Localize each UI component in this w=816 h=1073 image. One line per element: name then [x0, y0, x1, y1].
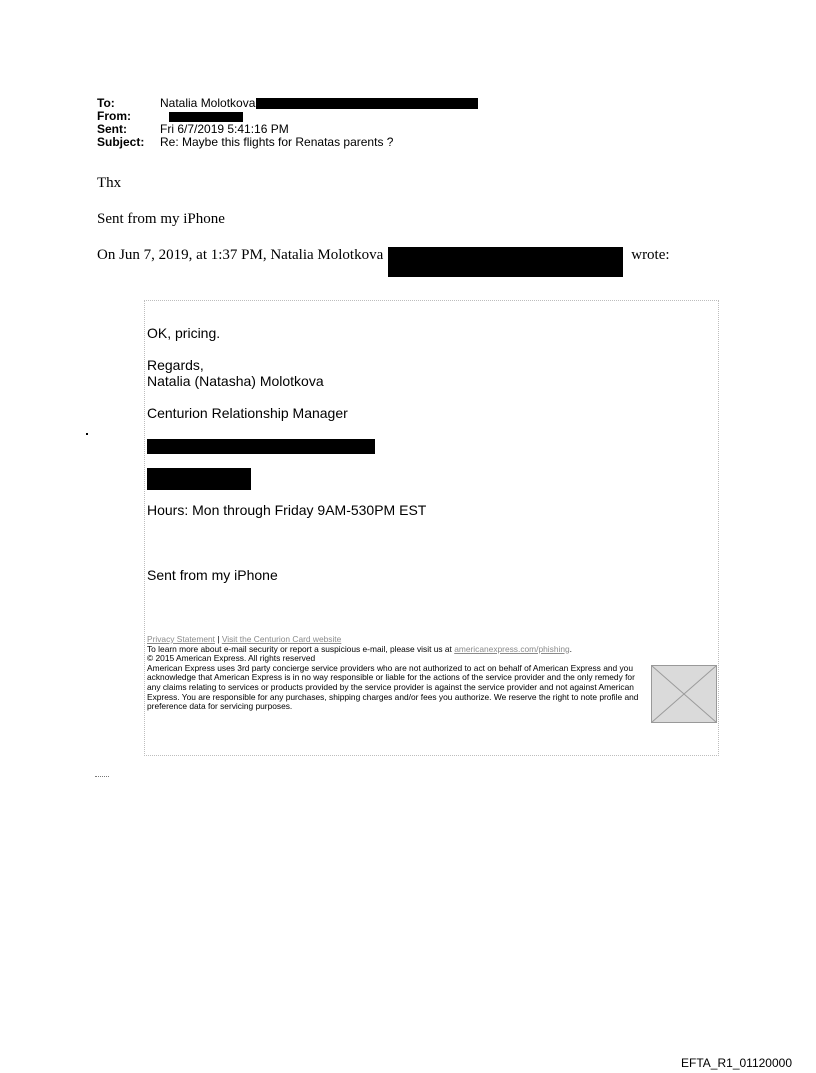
redaction-to-email: [256, 98, 478, 109]
quoted-line: OK, pricing.: [147, 325, 221, 341]
stray-mark: [86, 433, 88, 435]
disclaimer: [147, 635, 647, 712]
quoted-regards: Regards,: [147, 357, 204, 373]
to-label: To:: [97, 96, 115, 110]
redaction-contact-email: [147, 439, 375, 454]
reply-text: Thx: [97, 175, 122, 191]
subject-value: Re: Maybe this flights for Renatas parents ?: [160, 135, 394, 149]
quote-wrote: wrote:: [631, 247, 670, 263]
security-text: To learn more about e-mail security or report a suspicious e-mail, please visit us at: [147, 643, 452, 654]
quoted-message: [144, 300, 719, 756]
document-id: EFTA_R1_01120000: [681, 1056, 792, 1070]
disclaimer-copyright: © 2015 American Express. All rights reserved: [147, 653, 316, 664]
to-row: [97, 97, 478, 110]
quote-intro: [97, 247, 670, 277]
redaction-phone: [147, 468, 251, 490]
link-separator: |: [214, 634, 222, 644]
quoted-name: Natalia (Natasha) Molotkova: [147, 373, 324, 389]
quoted-hours: Hours: Mon through Friday 9AM-530PM EST: [147, 502, 427, 518]
sent-value: Fri 6/7/2019 5:41:16 PM: [160, 122, 289, 136]
redaction-quote-email: [388, 247, 623, 277]
security-period: .: [569, 643, 572, 654]
subject-row: [97, 136, 478, 149]
stray-mark-bottom: [95, 776, 109, 777]
reply-signature: Sent from my iPhone: [97, 211, 225, 227]
centurion-website-link[interactable]: Visit the Centurion Card website: [221, 634, 342, 644]
from-label: From:: [97, 109, 131, 123]
privacy-statement-link[interactable]: Privacy Statement: [147, 634, 215, 644]
disclaimer-body: American Express uses 3rd party concierge service providers who are not authorized to act on behalf of American Express and you acknowledge that American Express is in no way responsible or liable for the actions of the service provider and the only remedy for any claims relating to services or products provided by the service provider is against the service provider and not against American Express. You are responsible for any purchases, shipping charges and/or fees you authorize. We reserve the right to note profile and preference data for servicing purposes.: [147, 662, 639, 712]
quoted-sent-from: Sent from my iPhone: [147, 567, 278, 583]
to-value: Natalia Molotkova: [160, 96, 256, 110]
quote-intro-text: On Jun 7, 2019, at 1:37 PM, Natalia Molotkova: [97, 247, 384, 263]
phishing-link[interactable]: americanexpress.com/phishing: [454, 643, 570, 654]
email-header: [97, 97, 478, 149]
image-placeholder-icon: [651, 665, 717, 723]
redaction-from: [169, 112, 243, 122]
subject-label: Subject:: [97, 135, 145, 149]
quoted-title: Centurion Relationship Manager: [147, 405, 348, 421]
sent-label: Sent:: [97, 122, 127, 136]
